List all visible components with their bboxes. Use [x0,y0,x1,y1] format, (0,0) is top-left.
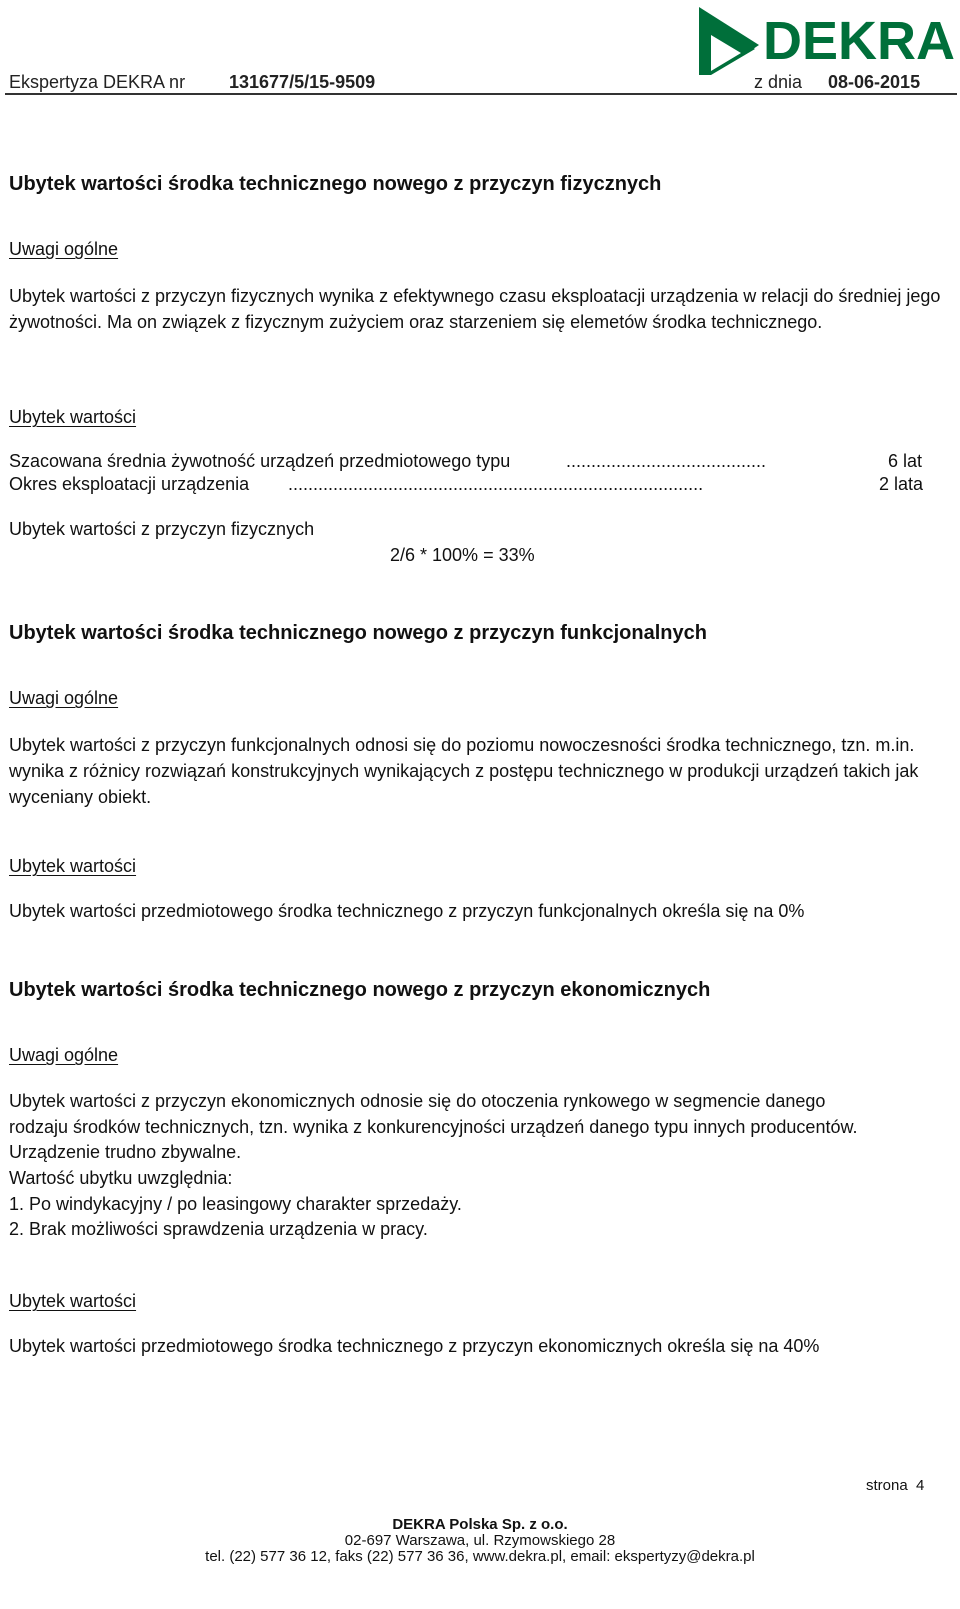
header-divider [5,93,957,95]
section2-general-text: Ubytek wartości z przyczyn funkcjonalnych odnosi się do poziomu nowoczesności środka technicznego, tzn. m.in. wynika z różnicy rozwiązań konstrukcyjnych wynikających z postępu technicznego w produkcji urządzeń takich jak wyceniany obiekt. [9,735,919,807]
footer-contact: tel. (22) 577 36 12, faks (22) 577 36 36, www.dekra.pl, email: ekspertyzy@dekra.pl [205,1548,755,1565]
header-label-date: z dnia [754,72,803,92]
row-lifetime-label: Szacowana średnia żywotność urządzeń przedmiotowego typu [9,451,511,471]
row-lifetime-value: 6 lat [888,451,923,471]
page-label: strona [866,1477,908,1494]
header-date: 08-06-2015 [828,72,921,92]
section1-calc-formula: 2/6 * 100% = 33% [390,545,535,565]
section1-title: Ubytek wartości środka technicznego nowego z przyczyn fizycznych [9,173,662,195]
section3-general-line3: Urządzenie trudno zbywalne. [9,1142,242,1162]
page-number [866,1477,924,1494]
row-usage-label: Okres eksploatacji urządzenia [9,474,250,494]
section3-general-line2: rodzaju środków technicznych, tzn. wynika z konkurencyjności urządzeń danego typu innych producentów. [9,1117,858,1137]
row-lifetime-dots: ........................................ [566,451,767,471]
section3-title: Ubytek wartości środka technicznego nowego z przyczyn ekonomicznych [9,979,711,1001]
section1-calc-label: Ubytek wartości z przyczyn fizycznych [9,519,315,539]
section3-general-label: Uwagi ogólne [9,1045,119,1065]
section3-list-item-2: 2. Brak możliwości sprawdzenia urządzenia w pracy. [9,1219,428,1239]
section3-general-line4: Wartość ubytku uwzględnia: [9,1168,233,1188]
section2-value-text: Ubytek wartości przedmiotowego środka technicznego z przyczyn funkcjonalnych określa się na 0% [9,901,805,921]
section1-value-label: Ubytek wartości [9,407,137,427]
header-label-ekspertyza: Ekspertyza DEKRA nr [9,72,186,92]
section3-general-line1: Ubytek wartości z przyczyn ekonomicznych odnosie się do otoczenia rynkowego w segmencie danego [9,1091,826,1111]
logo-text: DEKRA [763,11,956,71]
section2-title: Ubytek wartości środka technicznego nowego z przyczyn funkcjonalnych [9,622,707,644]
footer-company: DEKRA Polska Sp. z o.o. [392,1516,568,1533]
section3-value-text: Ubytek wartości przedmiotowego środka technicznego z przyczyn ekonomicznych określa się na 40% [9,1336,820,1356]
footer-address: 02-697 Warszawa, ul. Rzymowskiego 28 [344,1532,616,1549]
page-number-value: 4 [916,1477,925,1494]
section2-general-label: Uwagi ogólne [9,688,119,708]
row-usage-dots: ................................................................................... [288,474,704,494]
section1-general-text: Ubytek wartości z przyczyn fizycznych wynika z efektywnego czasu eksploatacji urządzenia w relacji do średniej jego żywotności. Ma on związek z fizycznym zużyciem oraz starzeniem się elemetów środka technicznego. [9,286,941,332]
section2-value-label: Ubytek wartości [9,856,137,876]
section3-value-label: Ubytek wartości [9,1291,137,1311]
dekra-logo [697,5,957,81]
header-report-number: 131677/5/15-9509 [229,72,376,92]
section3-list-item-1: 1. Po windykacyjny / po leasingowy charakter sprzedaży. [9,1194,462,1214]
row-usage-value: 2 lata [879,474,924,494]
section1-general-label: Uwagi ogólne [9,239,119,259]
